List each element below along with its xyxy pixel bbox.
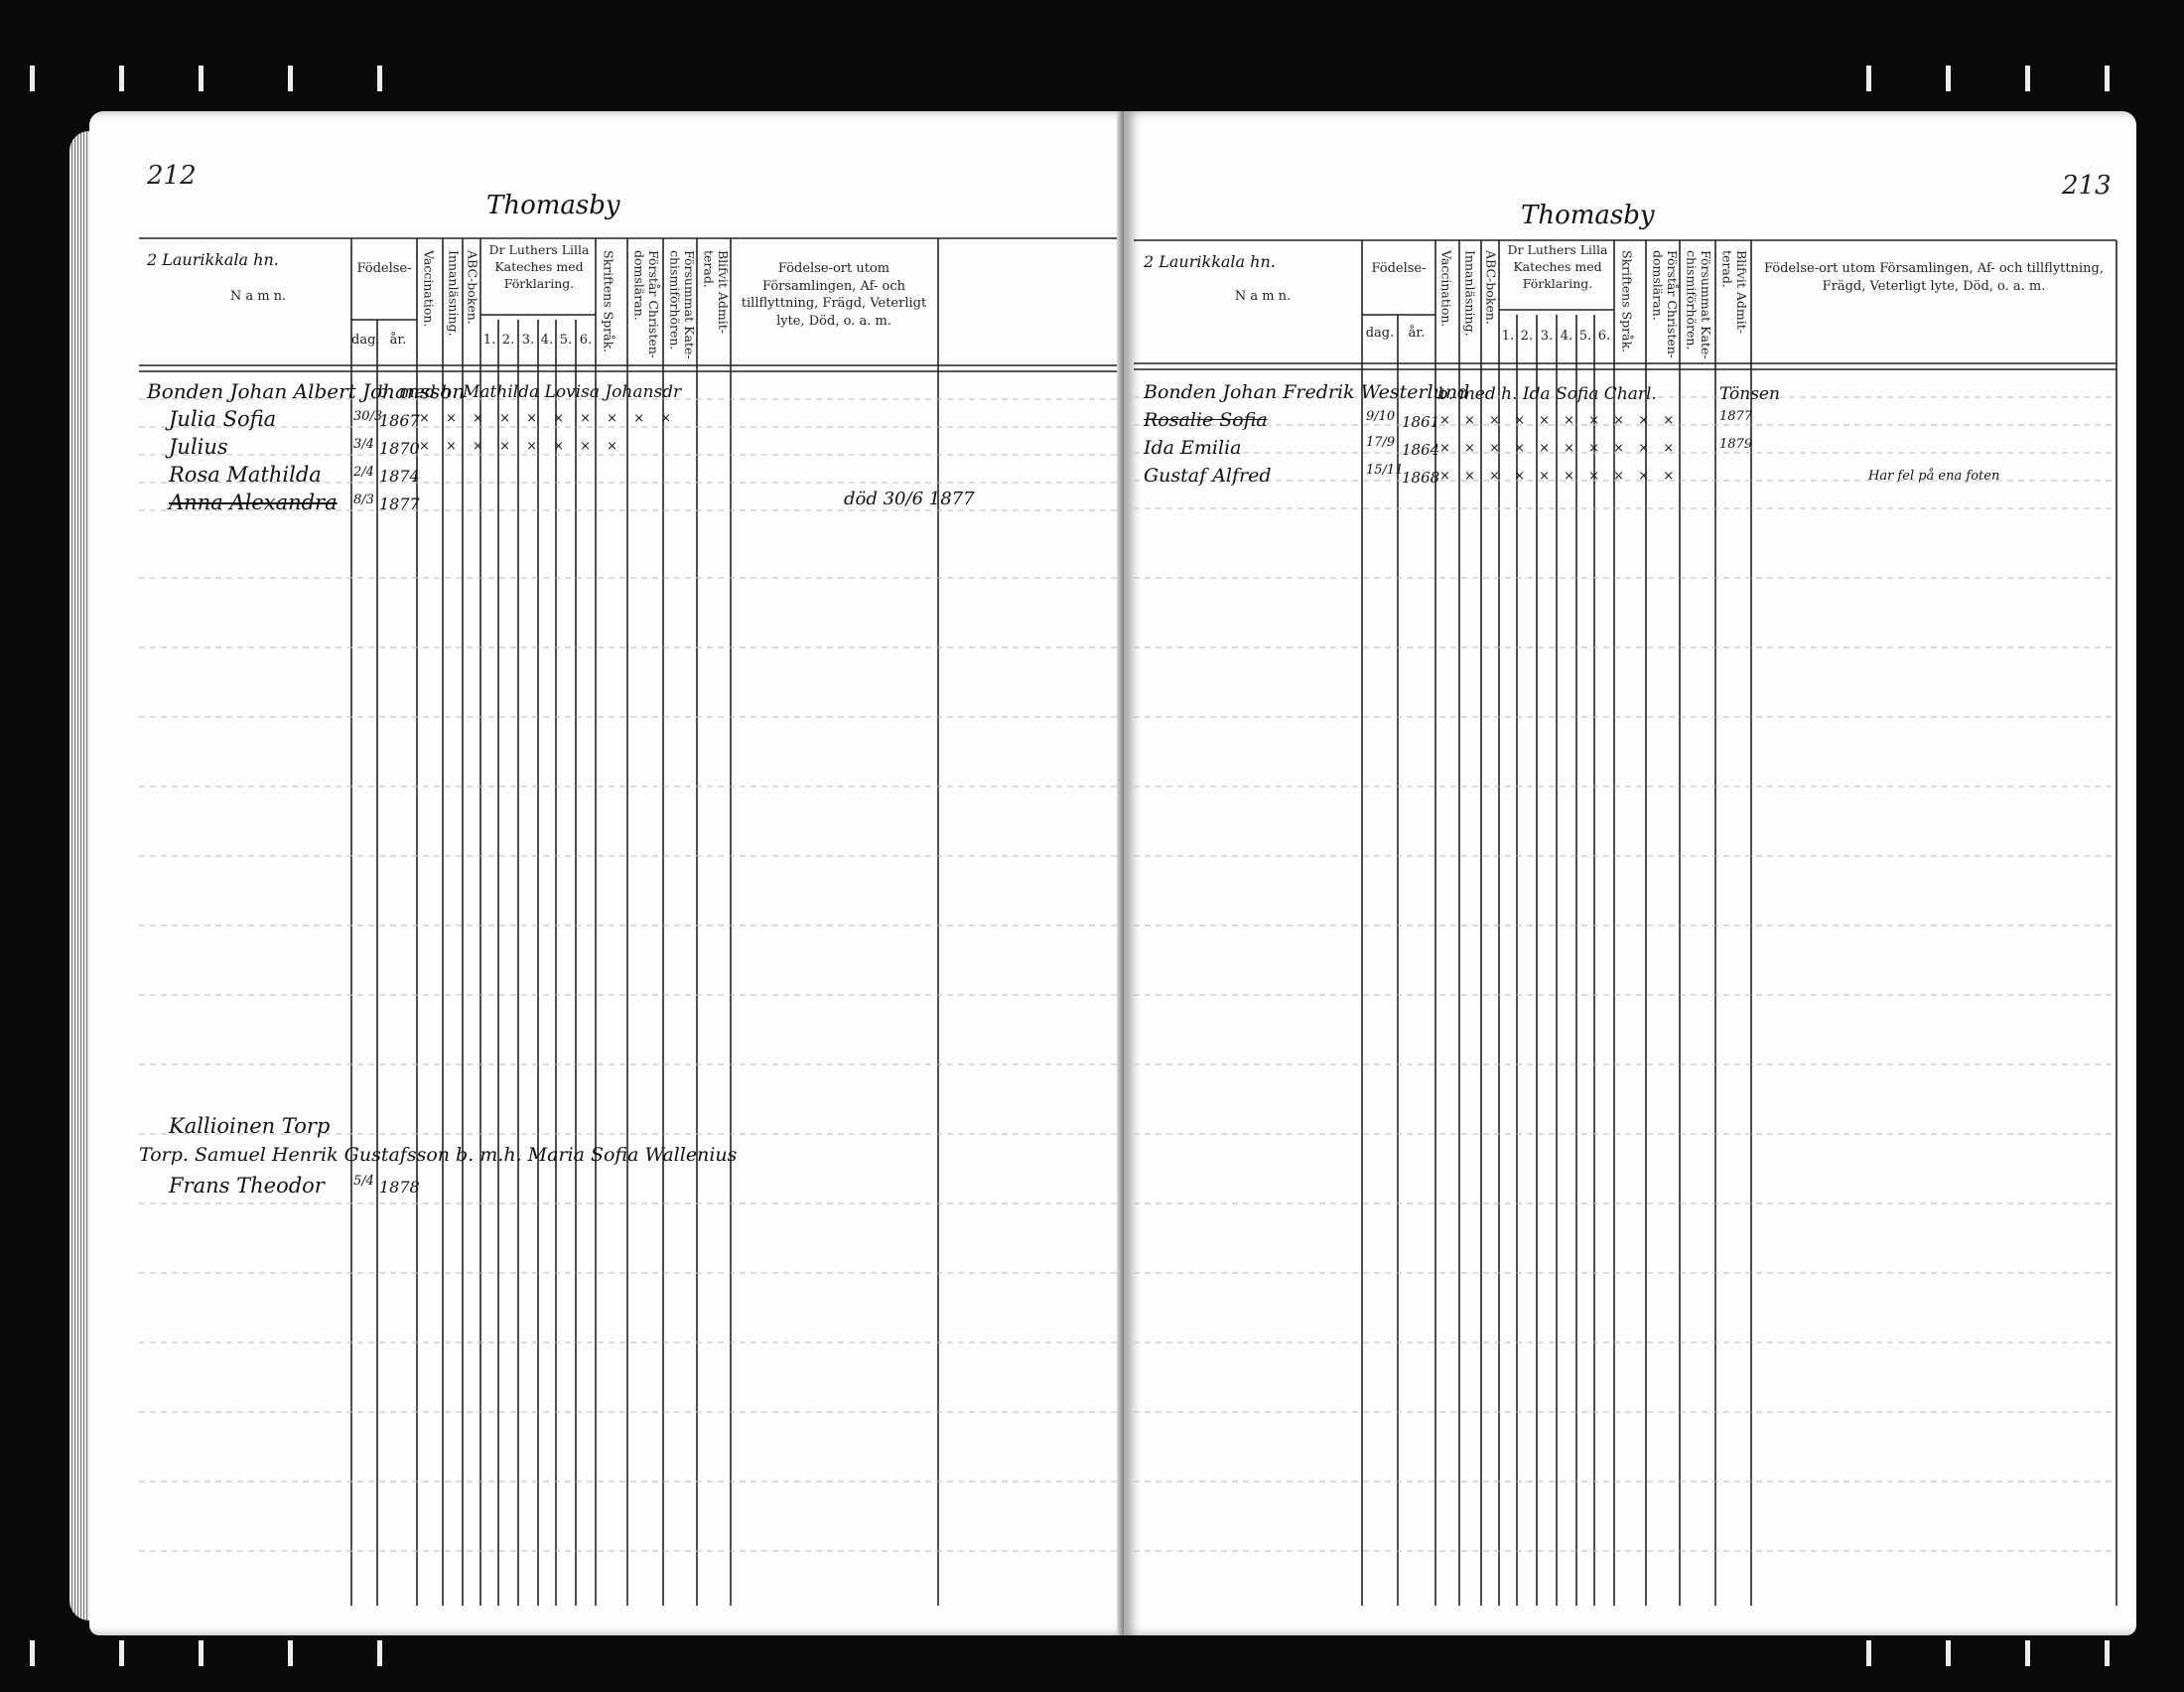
col-innanlasning-header: Innanläsning.	[446, 250, 462, 337]
film-tick	[377, 1640, 382, 1666]
entry-child-ar: 1861	[1402, 413, 1440, 431]
register-book	[69, 111, 2154, 1635]
film-tick	[1946, 66, 1951, 91]
entry-head-spouse: b. med h. Mathilda Lovisa Johansdr	[377, 382, 682, 402]
film-tick	[288, 1640, 293, 1666]
entry-child-name: Frans Theodor	[169, 1174, 325, 1198]
entry-child-name: Rosa Mathilda	[169, 463, 322, 487]
film-tick	[2025, 66, 2030, 91]
col-vaccination-header: Vaccination.	[421, 250, 437, 328]
household-head: Torp. Samuel Henrik Gustafsson b. m.h. Maria Sofia Wallenius	[139, 1144, 738, 1166]
page-number-right: 213	[2062, 171, 2112, 201]
entry-admit: 1877	[1719, 409, 1753, 424]
household-title: Kallioinen Torp	[169, 1114, 331, 1138]
film-strip-top	[0, 0, 2184, 99]
left-page	[89, 111, 1134, 1635]
entry-child-name: Julius	[169, 435, 228, 459]
col-katechismus-header: Dr Luthers Lilla Kateches med Förklaring.	[1507, 242, 1608, 291]
film-tick	[2025, 1640, 2030, 1666]
entry-child-dag: 5/4	[353, 1174, 374, 1189]
col-forstar-header: Förstår Christen- domsläran.	[1650, 250, 1680, 359]
film-tick	[199, 66, 204, 91]
col-name-header: N a m n.	[229, 289, 287, 304]
film-tick	[1866, 66, 1871, 91]
col-skrift-header: Skriftens Språk.	[1619, 250, 1635, 353]
col-k4: 4.	[1560, 329, 1573, 344]
col-remarks-header: Födelse-ort utom Församlingen, Af- och tillflyttning, Frägd, Veterligt lyte, Död, o. a. m.	[741, 261, 927, 329]
entry-admit: 1879	[1719, 437, 1753, 452]
film-tick	[2105, 66, 2110, 91]
col-fodelse-header: Födelse-	[1371, 261, 1427, 276]
col-k4: 4.	[540, 333, 554, 348]
col-name-header: N a m n.	[1234, 289, 1292, 304]
entry-child-dag: 3/4	[353, 437, 374, 452]
col-fodelse-header: Födelse-	[356, 261, 412, 276]
entry-child-ar: 1878	[379, 1178, 420, 1197]
col-k2: 2.	[501, 333, 515, 348]
entry-remark: död 30/6 1877	[844, 489, 975, 509]
entry-child-name: Anna Alexandra	[169, 491, 338, 514]
col-katechismus-header: Dr Luthers Lilla Kateches med Förklaring.	[488, 242, 590, 291]
entry-child-name: Gustaf Alfred	[1144, 465, 1272, 487]
progress-marks: × × × × × × × × × ×	[1439, 413, 1680, 428]
entry-admit: Tönsen	[1719, 384, 1780, 404]
col-forsummat-header: Försummat Kate- chismiförhören.	[667, 250, 697, 359]
entry-child-ar: 1864	[1402, 441, 1440, 459]
film-tick	[288, 66, 293, 91]
village-name-right: Thomasby	[1521, 201, 1655, 230]
entry-child-ar: 1870	[379, 439, 420, 458]
col-k2: 2.	[1520, 329, 1534, 344]
film-tick	[1946, 1640, 1951, 1666]
entry-child-ar: 1877	[379, 494, 420, 513]
col-dag-header: dag.	[1365, 326, 1395, 341]
col-k1: 1.	[1501, 329, 1515, 344]
col-vaccination-header: Vaccination.	[1438, 250, 1454, 328]
col-dag-header: dag.	[351, 333, 380, 348]
progress-marks: × × × × × × × ×	[419, 439, 624, 454]
film-tick	[30, 1640, 35, 1666]
entry-child-name: Rosalie Sofia	[1144, 409, 1268, 431]
col-skrift-header: Skriftens Språk.	[601, 250, 616, 353]
entry-child-dag: 30/3	[353, 409, 383, 424]
col-k1: 1.	[482, 333, 496, 348]
entry-child-dag: 9/10	[1366, 409, 1396, 424]
entry-child-dag: 8/3	[353, 493, 374, 507]
household-label-left: 2 Laurikkala hn.	[147, 250, 279, 269]
film-tick	[2105, 1640, 2110, 1666]
col-ar-header: år.	[389, 333, 407, 348]
household-label-right: 2 Laurikkala hn.	[1144, 252, 1276, 271]
col-ar-header: år.	[1408, 326, 1426, 341]
entry-head-spouse: b. med h. Ida Sofia Charl.	[1437, 384, 1657, 404]
col-innanlasning-header: Innanläsning.	[1462, 250, 1478, 337]
col-abc-header: ABC-boken.	[1483, 250, 1499, 325]
col-abc-header: ABC-boken.	[465, 250, 480, 325]
entry-child-ar: 1867	[379, 411, 420, 430]
col-admitterad-header: Blifvit Admit- terad.	[701, 250, 731, 334]
film-tick	[119, 1640, 124, 1666]
entry-head-name: Bonden Johan Fredrik Westerlund	[1144, 381, 1470, 403]
entry-remark: Har fel på ena foten	[1868, 469, 2000, 484]
entry-child-ar: 1874	[379, 467, 420, 486]
entry-child-ar: 1868	[1402, 469, 1440, 487]
film-tick	[1866, 1640, 1871, 1666]
col-k3: 3.	[1540, 329, 1554, 344]
col-forstar-header: Förstår Christen- domsläran.	[631, 250, 661, 359]
entry-child-dag: 2/4	[353, 465, 374, 480]
film-tick	[199, 1640, 204, 1666]
col-k6: 6.	[579, 333, 593, 348]
progress-marks: × × × × × × × × × ×	[1439, 441, 1680, 456]
col-k5: 5.	[1578, 329, 1592, 344]
progress-marks: × × × × × × × × × ×	[419, 411, 678, 426]
col-admitterad-header: Blifvit Admit- terad.	[1719, 250, 1749, 334]
film-tick	[30, 66, 35, 91]
entry-child-name: Julia Sofia	[169, 407, 277, 431]
col-k3: 3.	[521, 333, 535, 348]
col-forsummat-header: Försummat Kate- chismiförhören.	[1684, 250, 1713, 359]
right-page	[1124, 111, 2136, 1635]
film-tick	[377, 66, 382, 91]
film-tick	[119, 66, 124, 91]
progress-marks: × × × × × × × × × ×	[1439, 469, 1680, 484]
village-name-left: Thomasby	[486, 191, 620, 220]
col-k5: 5.	[559, 333, 573, 348]
entry-head-name: Bonden Johan Albert Johansson	[147, 379, 466, 403]
entry-child-dag: 17/9	[1366, 435, 1396, 450]
col-k6: 6.	[1597, 329, 1611, 344]
page-number-left: 212	[147, 161, 197, 191]
entry-child-dag: 15/11	[1366, 463, 1404, 478]
col-remarks-header: Födelse-ort utom Församlingen, Af- och tillflyttning, Frägd, Veterligt lyte, Död, o. a. m.	[1764, 261, 2104, 294]
entry-child-name: Ida Emilia	[1144, 437, 1242, 459]
